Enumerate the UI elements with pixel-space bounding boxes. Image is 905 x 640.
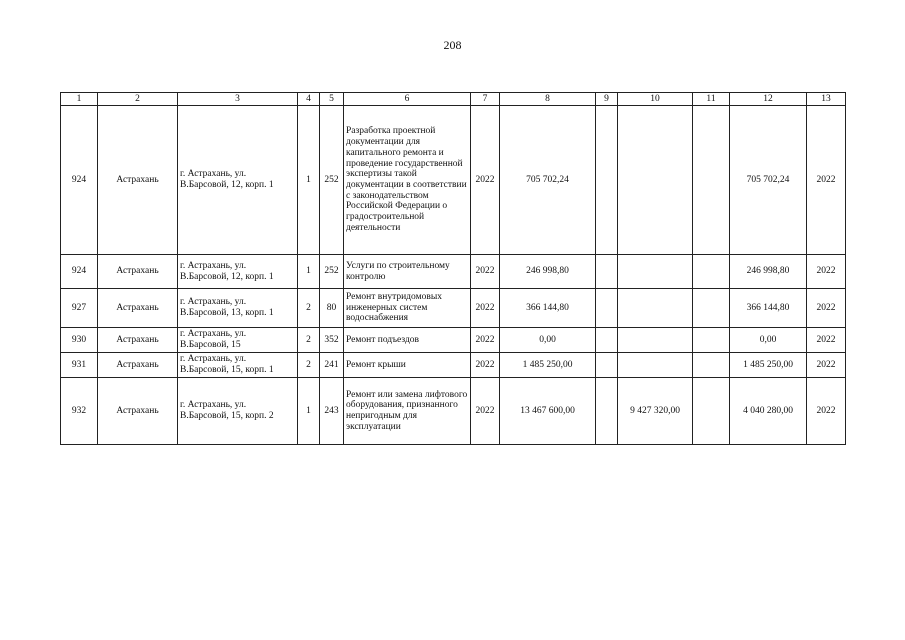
col-11-value <box>693 255 730 289</box>
col-12-value: 1 485 250,00 <box>730 353 807 378</box>
col-header: 9 <box>596 93 618 106</box>
col-header: 13 <box>807 93 846 106</box>
col-9-value <box>596 289 618 328</box>
municipality: Астрахань <box>98 353 178 378</box>
municipality: Астрахань <box>98 378 178 445</box>
year-end: 2022 <box>807 378 846 445</box>
col-5-value: 252 <box>320 255 344 289</box>
row-number: 930 <box>61 328 98 353</box>
col-10-value <box>618 289 693 328</box>
year: 2022 <box>471 328 500 353</box>
repair-plan-table <box>60 92 846 445</box>
table-row <box>61 353 846 378</box>
row-number: 924 <box>61 255 98 289</box>
col-header: 5 <box>320 93 344 106</box>
total-cost: 246 998,80 <box>500 255 596 289</box>
municipality: Астрахань <box>98 289 178 328</box>
col-4-value: 1 <box>298 378 320 445</box>
municipality: Астрахань <box>98 106 178 255</box>
col-12-value: 705 702,24 <box>730 106 807 255</box>
col-4-value: 2 <box>298 353 320 378</box>
col-4-value: 1 <box>298 106 320 255</box>
row-number: 924 <box>61 106 98 255</box>
col-5-value: 80 <box>320 289 344 328</box>
col-11-value <box>693 353 730 378</box>
year: 2022 <box>471 289 500 328</box>
col-header: 2 <box>98 93 178 106</box>
col-4-value: 2 <box>298 328 320 353</box>
col-9-value <box>596 106 618 255</box>
year-end: 2022 <box>807 328 846 353</box>
row-number: 931 <box>61 353 98 378</box>
year-end: 2022 <box>807 106 846 255</box>
table-row <box>61 378 846 445</box>
col-4-value: 1 <box>298 255 320 289</box>
table-row <box>61 328 846 353</box>
col-header: 6 <box>344 93 471 106</box>
col-10-value <box>618 255 693 289</box>
address: г. Астрахань, ул. В.Барсовой, 12, корп. 1 <box>178 106 298 255</box>
col-5-value: 241 <box>320 353 344 378</box>
work-type: Ремонт или замена лифтового оборудования, признанного непригодным для эксплуатации <box>344 378 471 445</box>
page-number: 208 <box>443 38 462 52</box>
col-header: 12 <box>730 93 807 106</box>
col-10-value <box>618 106 693 255</box>
address: г. Астрахань, ул. В.Барсовой, 12, корп. 1 <box>178 255 298 289</box>
col-4-value: 2 <box>298 289 320 328</box>
address: г. Астрахань, ул. В.Барсовой, 15 <box>178 328 298 353</box>
col-11-value <box>693 328 730 353</box>
col-12-value: 366 144,80 <box>730 289 807 328</box>
col-11-value <box>693 106 730 255</box>
table-row <box>61 106 846 255</box>
col-9-value <box>596 255 618 289</box>
col-10-value <box>618 328 693 353</box>
col-header: 1 <box>61 93 98 106</box>
col-header: 10 <box>618 93 693 106</box>
year-end: 2022 <box>807 255 846 289</box>
work-type: Ремонт внутридомовых инженерных систем водоснабжения <box>344 289 471 328</box>
col-10-value: 9 427 320,00 <box>618 378 693 445</box>
table-row <box>61 255 846 289</box>
total-cost: 13 467 600,00 <box>500 378 596 445</box>
year: 2022 <box>471 353 500 378</box>
row-number: 932 <box>61 378 98 445</box>
col-12-value: 0,00 <box>730 328 807 353</box>
col-5-value: 352 <box>320 328 344 353</box>
address: г. Астрахань, ул. В.Барсовой, 13, корп. 1 <box>178 289 298 328</box>
table-row <box>61 289 846 328</box>
year: 2022 <box>471 378 500 445</box>
work-type: Ремонт крыши <box>344 353 471 378</box>
col-9-value <box>596 328 618 353</box>
municipality: Астрахань <box>98 328 178 353</box>
total-cost: 0,00 <box>500 328 596 353</box>
col-12-value: 4 040 280,00 <box>730 378 807 445</box>
total-cost: 1 485 250,00 <box>500 353 596 378</box>
col-header: 3 <box>178 93 298 106</box>
col-header: 4 <box>298 93 320 106</box>
col-9-value <box>596 378 618 445</box>
work-type: Ремонт подъездов <box>344 328 471 353</box>
municipality: Астрахань <box>98 255 178 289</box>
year-end: 2022 <box>807 353 846 378</box>
col-9-value <box>596 353 618 378</box>
year-end: 2022 <box>807 289 846 328</box>
total-cost: 366 144,80 <box>500 289 596 328</box>
col-5-value: 243 <box>320 378 344 445</box>
year: 2022 <box>471 106 500 255</box>
work-type: Разработка проектной документации для капитального ремонта и проведение государственной экспертизы такой документации в соответствии с законодательством Российской Федерации о градостроительной деятельности <box>344 106 471 255</box>
col-12-value: 246 998,80 <box>730 255 807 289</box>
work-type: Услуги по строительному контролю <box>344 255 471 289</box>
header-row <box>61 93 846 106</box>
col-11-value <box>693 378 730 445</box>
year: 2022 <box>471 255 500 289</box>
total-cost: 705 702,24 <box>500 106 596 255</box>
address: г. Астрахань, ул. В.Барсовой, 15, корп. 1 <box>178 353 298 378</box>
col-11-value <box>693 289 730 328</box>
col-5-value: 252 <box>320 106 344 255</box>
col-header: 11 <box>693 93 730 106</box>
col-header: 7 <box>471 93 500 106</box>
row-number: 927 <box>61 289 98 328</box>
col-10-value <box>618 353 693 378</box>
address: г. Астрахань, ул. В.Барсовой, 15, корп. 2 <box>178 378 298 445</box>
col-header: 8 <box>500 93 596 106</box>
